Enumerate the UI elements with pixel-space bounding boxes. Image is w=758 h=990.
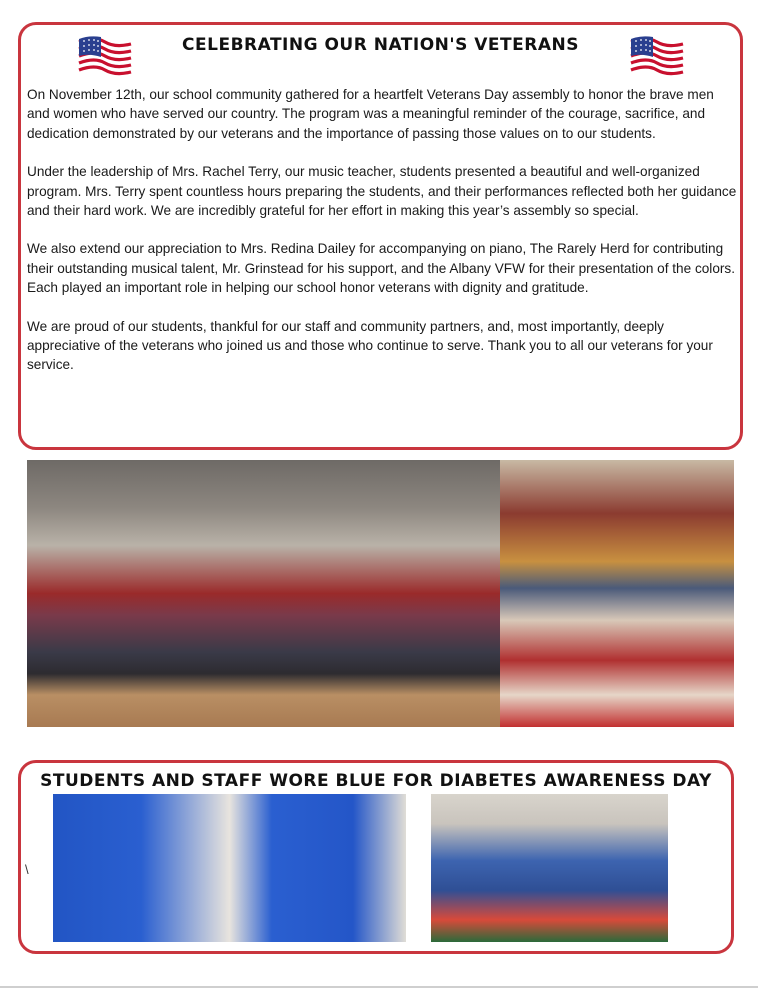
veterans-section [18,22,743,450]
section-title: STUDENTS AND STAFF WORE BLUE FOR DIABETES AWARENESS DAY [40,771,712,791]
students-collage-photo [500,460,734,727]
blue-shirts-group-photo [53,794,406,942]
paragraph: We are proud of our students, thankful for our staff and community partners, and, most importantly, deeply appreciative of the veterans who joined us and those who continue to serve. Thank you to all our veterans for your service. [27,318,713,373]
american-flag-icon [627,33,685,79]
classroom-group-photo [431,794,668,942]
assembly-crowd-photo [27,460,500,727]
paragraph: We also extend our appreciation to Mrs. Redina Dailey for accompanying on piano, The Rarely Herd for contributing their outstanding musical talent, Mr. Grinstead for his support, and the Albany VFW for their presentation of the colors. Each played an important role in helping our school honor veterans with dignity and gratitude. [27,241,735,296]
paragraph: On November 12th, our school community gathered for a heartfelt Veterans Day assembly to honor the brave men and women who have served our country. The program was a meaningful reminder of the courage, sacrifice, and dedication demonstrated by our veterans and the importance of passing those values on to our students. [27,87,714,141]
stray-character: \ [25,862,29,877]
paragraph: Under the leadership of Mrs. Rachel Terry, our music teacher, students presented a beautiful and well-organized program. Mrs. Terry spent countless hours preparing the students, and their performances reflected both her guidance and their hard work. We are incredibly grateful for her effort in making this year’s assembly so special. [27,164,737,219]
page-divider [0,986,758,988]
article-body [27,85,737,394]
section-title: CELEBRATING OUR NATION'S VETERANS [182,35,579,55]
